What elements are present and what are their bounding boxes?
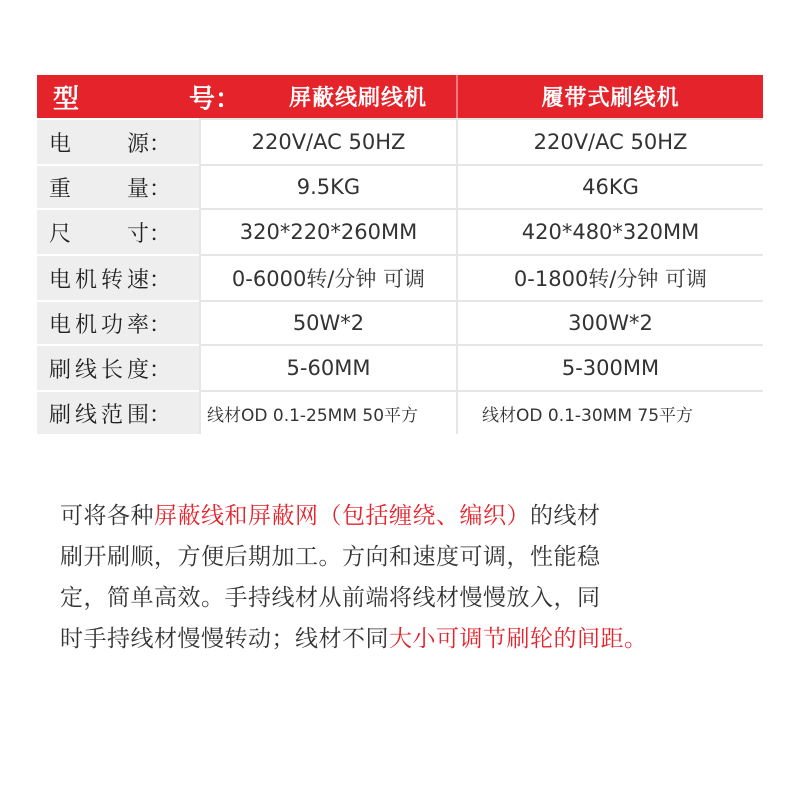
description-line <box>60 619 780 660</box>
label-char: 电 <box>49 131 72 157</box>
label-char: 长 <box>100 357 123 383</box>
row-label-brush-length <box>37 344 199 390</box>
description-line <box>60 496 780 537</box>
cell-power-col2: 220V/AC 50HZ <box>456 118 763 164</box>
label-char: 电 <box>49 267 72 293</box>
cell-motor-speed-col2: 0-1800转/分钟 可调 <box>456 254 763 300</box>
cell-power-col1: 220V/AC 50HZ <box>199 118 456 164</box>
text: 时手持线材慢慢转动；线材不同 <box>60 626 389 652</box>
label-char: 电 <box>49 312 72 338</box>
label-char: 刷 <box>49 402 72 428</box>
header-label-char1: 型 <box>53 84 80 114</box>
cell-brush-range-col2: 线材OD 0.1-30MM 75平方 <box>456 390 763 434</box>
highlight-text: 大小可调节刷轮的间距。 <box>389 626 648 652</box>
cell-weight-col1: 9.5KG <box>199 164 456 208</box>
cell-brush-length-col1: 5-60MM <box>199 344 456 390</box>
cell-weight-col2: 46KG <box>456 164 763 208</box>
label-char: 率： <box>126 312 171 338</box>
label-char: 寸： <box>126 221 171 247</box>
row-label-motor-power <box>37 300 199 344</box>
header-col-shielded: 屏蔽线刷线机 <box>199 75 456 118</box>
highlight-text: 屏蔽线和屏蔽网（包括缠绕、编织） <box>154 503 530 529</box>
product-description <box>60 496 780 660</box>
label-char: 尺 <box>49 221 72 247</box>
label-char: 量： <box>126 176 171 202</box>
label-char: 功 <box>100 312 123 338</box>
spec-table <box>37 75 763 434</box>
row-label-size <box>37 208 199 254</box>
label-char: 度： <box>126 357 171 383</box>
label-char: 刷 <box>49 357 72 383</box>
cell-motor-speed-col1: 0-6000转/分钟 可调 <box>199 254 456 300</box>
label-char: 转 <box>100 267 123 293</box>
header-col-crawler: 履带式刷线机 <box>456 75 763 118</box>
text: 可将各种 <box>60 503 154 529</box>
label-char: 线 <box>74 357 97 383</box>
cell-motor-power-col1: 50W*2 <box>199 300 456 344</box>
cell-size-col2: 420*480*320MM <box>456 208 763 254</box>
text: 的线材 <box>530 503 601 529</box>
label-char: 线 <box>74 402 97 428</box>
label-char: 速： <box>126 267 171 293</box>
label-char: 源： <box>126 131 171 157</box>
label-char: 范 <box>100 402 123 428</box>
row-label-motor-speed <box>37 254 199 300</box>
header-label-char2: 号： <box>189 84 242 114</box>
cell-size-col1: 320*220*260MM <box>199 208 456 254</box>
cell-brush-range-col1: 线材OD 0.1-25MM 50平方 <box>199 390 456 434</box>
description-line: 定，简单高效。手持线材从前端将线材慢慢放入，同 <box>60 585 601 611</box>
label-char: 重 <box>49 176 72 202</box>
row-label-weight <box>37 164 199 208</box>
label-char: 围： <box>126 402 171 428</box>
label-char: 机 <box>74 267 97 293</box>
header-model-label <box>37 75 242 118</box>
cell-motor-power-col2: 300W*2 <box>456 300 763 344</box>
cell-brush-length-col2: 5-300MM <box>456 344 763 390</box>
row-label-brush-range <box>37 390 199 434</box>
description-line: 刷开刷顺，方便后期加工。方向和速度可调，性能稳 <box>60 544 601 570</box>
row-label-power <box>37 118 199 164</box>
label-char: 机 <box>74 312 97 338</box>
